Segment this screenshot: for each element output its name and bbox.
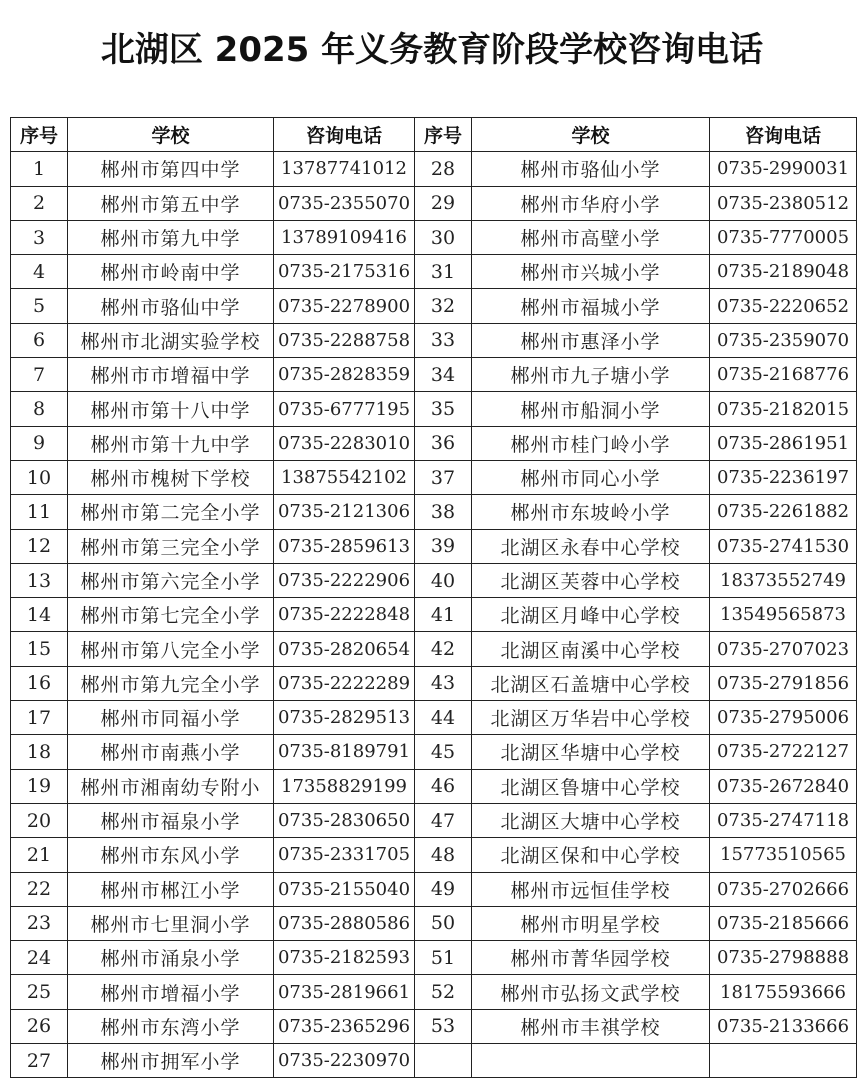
phone-number: 0735-2185666 <box>710 906 857 940</box>
row-number: 32 <box>415 289 472 323</box>
phone-number: 0735-2880586 <box>274 906 415 940</box>
table-row <box>11 426 857 460</box>
school-name: 郴州市弘扬文武学校 <box>472 975 710 1009</box>
row-number: 49 <box>415 872 472 906</box>
header-no-left: 序号 <box>11 118 68 152</box>
row-number: 20 <box>11 803 68 837</box>
phone-number: 0735-7770005 <box>710 220 857 254</box>
row-number: 16 <box>11 666 68 700</box>
school-name: 北湖区万华岩中心学校 <box>472 701 710 735</box>
table-row <box>11 495 857 529</box>
school-name: 郴州市第二完全小学 <box>68 495 274 529</box>
phone-number: 0735-2829513 <box>274 701 415 735</box>
row-number: 6 <box>11 323 68 357</box>
school-name: 郴州市东风小学 <box>68 838 274 872</box>
school-name: 郴州市第十九中学 <box>68 426 274 460</box>
row-number: 44 <box>415 701 472 735</box>
school-name: 北湖区华塘中心学校 <box>472 735 710 769</box>
phone-number: 18175593666 <box>710 975 857 1009</box>
row-number: 42 <box>415 632 472 666</box>
header-phone-right: 咨询电话 <box>710 118 857 152</box>
school-name: 郴州市增福小学 <box>68 975 274 1009</box>
phone-number: 13875542102 <box>274 460 415 494</box>
phone-number: 0735-2830650 <box>274 803 415 837</box>
school-name: 郴州市远恒佳学校 <box>472 872 710 906</box>
page-title: 北湖区 2025 年义务教育阶段学校咨询电话 <box>100 30 764 70</box>
phone-number: 0735-2672840 <box>710 769 857 803</box>
table-row <box>11 803 857 837</box>
phone-number: 0735-2795006 <box>710 701 857 735</box>
row-number: 18 <box>11 735 68 769</box>
phone-number: 0735-2230970 <box>274 1044 415 1078</box>
school-name: 郴州市第十八中学 <box>68 392 274 426</box>
table-row <box>11 152 857 186</box>
school-name: 郴州市第九完全小学 <box>68 666 274 700</box>
row-number: 36 <box>415 426 472 460</box>
phone-number: 0735-2261882 <box>710 495 857 529</box>
phone-number: 0735-2222289 <box>274 666 415 700</box>
row-number: 23 <box>11 906 68 940</box>
row-number: 30 <box>415 220 472 254</box>
row-number: 25 <box>11 975 68 1009</box>
school-name: 郴州市桂门岭小学 <box>472 426 710 460</box>
header-phone-left: 咨询电话 <box>274 118 415 152</box>
phone-number: 0735-2380512 <box>710 186 857 220</box>
table-row <box>11 563 857 597</box>
school-name: 郴州市骆仙中学 <box>68 289 274 323</box>
row-number: 5 <box>11 289 68 323</box>
school-name: 郴州市郴江小学 <box>68 872 274 906</box>
row-number: 1 <box>11 152 68 186</box>
row-number: 40 <box>415 563 472 597</box>
phone-number: 0735-2828359 <box>274 358 415 392</box>
school-name: 北湖区月峰中心学校 <box>472 598 710 632</box>
school-name: 郴州市南燕小学 <box>68 735 274 769</box>
school-name: 郴州市岭南中学 <box>68 255 274 289</box>
table-row <box>11 632 857 666</box>
phone-number: 0735-2288758 <box>274 323 415 357</box>
phone-number: 0735-2820654 <box>274 632 415 666</box>
school-name: 北湖区大塘中心学校 <box>472 803 710 837</box>
school-name: 郴州市船洞小学 <box>472 392 710 426</box>
phone-number: 0735-2722127 <box>710 735 857 769</box>
school-name: 郴州市同心小学 <box>472 460 710 494</box>
school-name: 郴州市槐树下学校 <box>68 460 274 494</box>
row-number: 15 <box>11 632 68 666</box>
table-row <box>11 598 857 632</box>
school-name: 北湖区永春中心学校 <box>472 529 710 563</box>
row-number: 43 <box>415 666 472 700</box>
table-row <box>11 220 857 254</box>
row-number: 4 <box>11 255 68 289</box>
table-row <box>11 186 857 220</box>
phone-number: 18373552749 <box>710 563 857 597</box>
school-name: 郴州市同福小学 <box>68 701 274 735</box>
row-number: 26 <box>11 1009 68 1043</box>
phone-number: 0735-2155040 <box>274 872 415 906</box>
school-name: 郴州市高壁小学 <box>472 220 710 254</box>
table-row <box>11 941 857 975</box>
phone-number: 0735-2168776 <box>710 358 857 392</box>
phone-number: 13787741012 <box>274 152 415 186</box>
table-row <box>11 666 857 700</box>
row-number: 53 <box>415 1009 472 1043</box>
phone-number: 0735-2283010 <box>274 426 415 460</box>
school-name: 郴州市福城小学 <box>472 289 710 323</box>
school-name: 郴州市拥军小学 <box>68 1044 274 1078</box>
row-number: 24 <box>11 941 68 975</box>
table-row <box>11 975 857 1009</box>
table-row <box>11 769 857 803</box>
row-number: 27 <box>11 1044 68 1078</box>
row-number: 3 <box>11 220 68 254</box>
row-number: 21 <box>11 838 68 872</box>
table-row <box>11 289 857 323</box>
header-no-right: 序号 <box>415 118 472 152</box>
row-number: 17 <box>11 701 68 735</box>
row-number: 9 <box>11 426 68 460</box>
table-row <box>11 358 857 392</box>
phone-number: 0735-2990031 <box>710 152 857 186</box>
row-number: 31 <box>415 255 472 289</box>
phone-number: 0735-2278900 <box>274 289 415 323</box>
phone-number: 0735-2365296 <box>274 1009 415 1043</box>
row-number: 41 <box>415 598 472 632</box>
table-row <box>11 1044 857 1078</box>
school-name: 郴州市东坡岭小学 <box>472 495 710 529</box>
table-row <box>11 392 857 426</box>
phone-number: 0735-2175316 <box>274 255 415 289</box>
school-name: 郴州市九子塘小学 <box>472 358 710 392</box>
row-number: 14 <box>11 598 68 632</box>
row-number: 37 <box>415 460 472 494</box>
table-row <box>11 460 857 494</box>
phone-number: 0735-2747118 <box>710 803 857 837</box>
phone-number: 0735-2707023 <box>710 632 857 666</box>
row-number: 52 <box>415 975 472 1009</box>
school-name: 北湖区鲁塘中心学校 <box>472 769 710 803</box>
row-number: 13 <box>11 563 68 597</box>
school-name: 郴州市兴城小学 <box>472 255 710 289</box>
phone-number: 0735-2222906 <box>274 563 415 597</box>
phone-number: 0735-2222848 <box>274 598 415 632</box>
row-number: 8 <box>11 392 68 426</box>
school-name: 郴州市华府小学 <box>472 186 710 220</box>
row-number <box>415 1044 472 1078</box>
school-name: 北湖区保和中心学校 <box>472 838 710 872</box>
school-name: 北湖区芙蓉中心学校 <box>472 563 710 597</box>
school-name: 郴州市第九中学 <box>68 220 274 254</box>
table-row <box>11 1009 857 1043</box>
row-number: 47 <box>415 803 472 837</box>
row-number: 48 <box>415 838 472 872</box>
row-number: 46 <box>415 769 472 803</box>
school-name: 郴州市北湖实验学校 <box>68 323 274 357</box>
row-number: 29 <box>415 186 472 220</box>
phone-number: 15773510565 <box>710 838 857 872</box>
table-row <box>11 735 857 769</box>
school-name: 北湖区石盖塘中心学校 <box>472 666 710 700</box>
school-name: 郴州市湘南幼专附小 <box>68 769 274 803</box>
row-number: 22 <box>11 872 68 906</box>
row-number: 39 <box>415 529 472 563</box>
table-row <box>11 255 857 289</box>
header-school-left: 学校 <box>68 118 274 152</box>
contact-table <box>10 117 857 1078</box>
row-number: 35 <box>415 392 472 426</box>
school-name: 郴州市丰祺学校 <box>472 1009 710 1043</box>
phone-number: 0735-2359070 <box>710 323 857 357</box>
school-name <box>472 1044 710 1078</box>
header-school-right: 学校 <box>472 118 710 152</box>
school-name: 郴州市第五中学 <box>68 186 274 220</box>
row-number: 38 <box>415 495 472 529</box>
phone-number: 0735-2819661 <box>274 975 415 1009</box>
row-number: 34 <box>415 358 472 392</box>
row-number: 7 <box>11 358 68 392</box>
row-number: 10 <box>11 460 68 494</box>
phone-number: 0735-2331705 <box>274 838 415 872</box>
school-name: 郴州市第七完全小学 <box>68 598 274 632</box>
table-row <box>11 838 857 872</box>
phone-number: 17358829199 <box>274 769 415 803</box>
phone-number: 0735-2121306 <box>274 495 415 529</box>
header-row <box>11 118 857 152</box>
table-row <box>11 872 857 906</box>
phone-number: 0735-2189048 <box>710 255 857 289</box>
school-name: 北湖区南溪中心学校 <box>472 632 710 666</box>
phone-number: 0735-2236197 <box>710 460 857 494</box>
row-number: 28 <box>415 152 472 186</box>
table-row <box>11 906 857 940</box>
school-name: 郴州市福泉小学 <box>68 803 274 837</box>
phone-number: 0735-2741530 <box>710 529 857 563</box>
school-name: 郴州市骆仙小学 <box>472 152 710 186</box>
phone-number: 13549565873 <box>710 598 857 632</box>
row-number: 2 <box>11 186 68 220</box>
school-name: 郴州市第三完全小学 <box>68 529 274 563</box>
school-name: 郴州市第八完全小学 <box>68 632 274 666</box>
row-number: 45 <box>415 735 472 769</box>
school-name: 郴州市第六完全小学 <box>68 563 274 597</box>
row-number: 51 <box>415 941 472 975</box>
row-number: 19 <box>11 769 68 803</box>
row-number: 50 <box>415 906 472 940</box>
phone-number <box>710 1044 857 1078</box>
table-row <box>11 701 857 735</box>
table-row <box>11 529 857 563</box>
phone-number: 0735-2859613 <box>274 529 415 563</box>
school-name: 郴州市市增福中学 <box>68 358 274 392</box>
phone-number: 0735-8189791 <box>274 735 415 769</box>
school-name: 郴州市七里洞小学 <box>68 906 274 940</box>
phone-number: 0735-2182015 <box>710 392 857 426</box>
phone-number: 0735-2791856 <box>710 666 857 700</box>
school-name: 郴州市明星学校 <box>472 906 710 940</box>
table-row <box>11 323 857 357</box>
school-name: 郴州市菁华园学校 <box>472 941 710 975</box>
phone-number: 0735-2355070 <box>274 186 415 220</box>
phone-number: 0735-2220652 <box>710 289 857 323</box>
school-name: 郴州市东湾小学 <box>68 1009 274 1043</box>
phone-number: 13789109416 <box>274 220 415 254</box>
school-name: 郴州市涌泉小学 <box>68 941 274 975</box>
school-name: 郴州市第四中学 <box>68 152 274 186</box>
row-number: 33 <box>415 323 472 357</box>
phone-number: 0735-2702666 <box>710 872 857 906</box>
phone-number: 0735-2133666 <box>710 1009 857 1043</box>
row-number: 12 <box>11 529 68 563</box>
school-name: 郴州市惠泽小学 <box>472 323 710 357</box>
phone-number: 0735-2861951 <box>710 426 857 460</box>
phone-number: 0735-2798888 <box>710 941 857 975</box>
phone-number: 0735-2182593 <box>274 941 415 975</box>
phone-number: 0735-6777195 <box>274 392 415 426</box>
row-number: 11 <box>11 495 68 529</box>
